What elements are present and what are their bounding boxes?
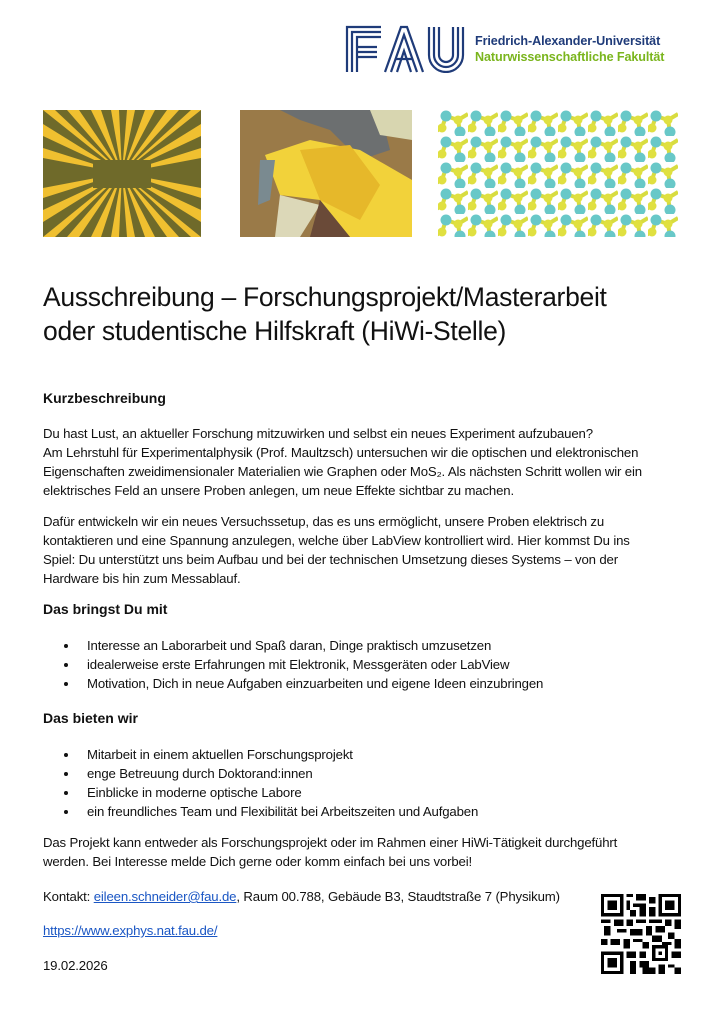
text-line: Am Lehrstuhl für Experimentalphysik (Prof. Maultzsch) untersuchen wir die optischen und elektronischen [43, 445, 639, 460]
text-line: kontaktieren und eine Spannung anzulegen, welche über LabView kontrolliert wird. Hier kommst Du ins [43, 533, 630, 548]
list-item: ein freundliches Team und Flexibilität bei Arbeitszeiten und Aufgaben [43, 802, 478, 821]
section-heading-offer: Das bieten wir [43, 710, 138, 726]
list-item: enge Betreuung durch Doktorand:innen [43, 764, 478, 783]
title-line-1: Ausschreibung – Forschungsprojekt/Masterarbeit [43, 282, 607, 312]
summary-paragraph-1 [43, 424, 683, 500]
website-link[interactable]: https://www.exphys.nat.fau.de/ [43, 923, 218, 938]
title-line-2: oder studentische Hilfskraft (HiWi-Stelle) [43, 316, 507, 346]
text-line: Das Projekt kann entweder als Forschungsprojekt oder im Rahmen einer HiWi-Tätigkeit durchgeführt [43, 835, 618, 850]
requirements-list [43, 636, 543, 693]
bullet-icon [64, 644, 68, 648]
website-line [43, 921, 683, 940]
bullet-icon [64, 753, 68, 757]
text-line: Eigenschaften zweidimensionaler Materialien wie Graphen oder MoS₂. Als nächsten Schritt wollen wir ein [43, 464, 642, 479]
section-heading-summary: Kurzbeschreibung [43, 390, 166, 406]
bullet-icon [64, 682, 68, 686]
university-name: Friedrich-Alexander-Universität [475, 34, 661, 48]
text-line: Hardware bis hin zum Messablauf. [43, 571, 241, 586]
closing-paragraph [43, 833, 683, 871]
starburst-electrode-image [43, 110, 201, 237]
list-item: idealerweise erste Erfahrungen mit Elektronik, Messgeräten oder LabView [43, 655, 543, 674]
qr-code [601, 894, 681, 974]
text-line: elektrisches Feld an unsere Proben anlegen, um neue Effekte sichtbar zu machen. [43, 483, 515, 498]
summary-paragraph-2 [43, 512, 683, 588]
contact-line [43, 887, 683, 906]
contact-details: , Raum 00.788, Gebäude B3, Staudtstraße 7 (Physikum) [236, 889, 560, 904]
contact-label: Kontakt: [43, 889, 94, 904]
list-item: Einblicke in moderne optische Labore [43, 783, 478, 802]
fau-logo-mark-icon [345, 25, 467, 73]
offer-list [43, 745, 478, 821]
flake-micrograph-image [240, 110, 412, 237]
bullet-icon [64, 772, 68, 776]
date: 19.02.2026 [43, 958, 108, 973]
list-item: Interesse an Laborarbeit und Spaß daran, Dinge praktisch umzusetzen [43, 636, 543, 655]
email-link[interactable]: eileen.schneider@fau.de [93, 889, 237, 904]
faculty-name: Naturwissenschaftliche Fakultät [475, 50, 665, 64]
list-item: Motivation, Dich in neue Aufgaben einzuarbeiten und eigene Ideen einzubringen [43, 674, 543, 693]
list-item: Mitarbeit in einem aktuellen Forschungsprojekt [43, 745, 478, 764]
text-line: Du hast Lust, an aktueller Forschung mitzuwirken und selbst ein neues Experiment aufzubauen? [43, 426, 593, 441]
text-line: werden. Bei Interesse melde Dich gerne oder komm einfach bei uns vorbei! [43, 854, 473, 869]
page-title [43, 280, 683, 348]
text-line: Dafür entwickeln wir ein neues Versuchssetup, das es uns ermöglicht, unsere Proben elektrisch zu [43, 514, 605, 529]
section-heading-requirements: Das bringst Du mit [43, 601, 168, 617]
bullet-icon [64, 810, 68, 814]
bullet-icon [64, 663, 68, 667]
text-line: Spiel: Du unterstützt uns beim Aufbau und bei der technischen Umsetzung dieses Systems – von der [43, 552, 618, 567]
bullet-icon [64, 791, 68, 795]
mos2-lattice-image [438, 110, 678, 237]
fau-logo [345, 24, 664, 74]
